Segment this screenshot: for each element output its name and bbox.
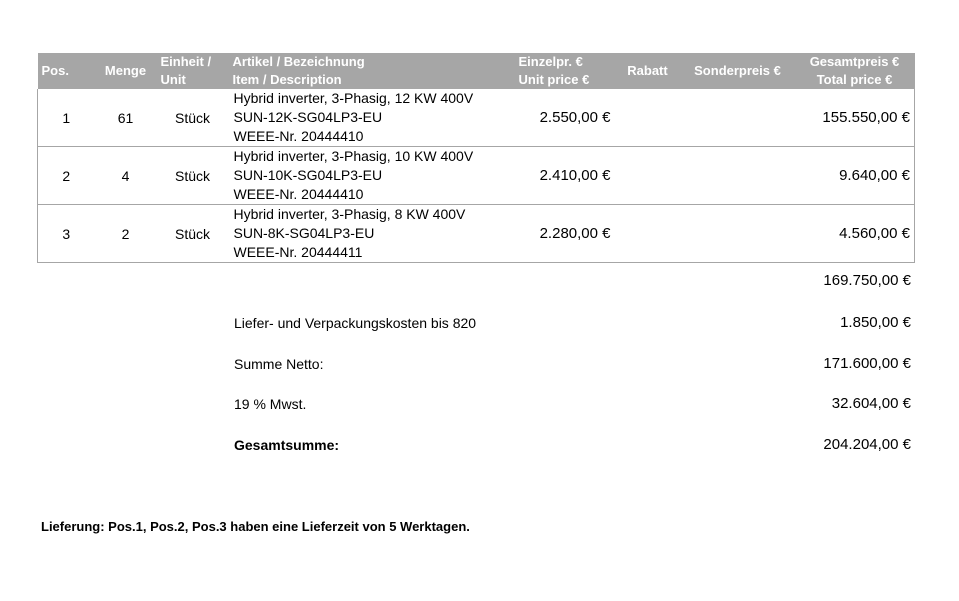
cell-sonderpreis — [681, 205, 795, 263]
table-row — [38, 205, 915, 263]
header-gesamtpreis-de: Gesamtpreis € — [809, 54, 900, 69]
description-line: SUN-12K-SG04LP3-EU — [233, 109, 383, 125]
cell-menge: 4 — [95, 147, 157, 205]
net-total-value: 171.600,00 € — [823, 355, 911, 372]
header-einzelpreis-en: Unit price € — [518, 72, 590, 87]
description-line: SUN-8K-SG04LP3-EU — [233, 225, 375, 241]
cell-description — [229, 89, 515, 147]
vat-label: 19 % Mwst. — [234, 396, 307, 412]
header-einheit-de: Einheit / — [160, 54, 212, 69]
header-gesamtpreis — [795, 53, 915, 89]
cell-menge: 2 — [95, 205, 157, 263]
cell-sonderpreis — [681, 89, 795, 147]
cell-einheit: Stück — [157, 147, 229, 205]
header-einheit-en: Unit — [160, 72, 186, 87]
cell-einheit: Stück — [157, 205, 229, 263]
cell-rabatt — [615, 147, 681, 205]
cell-gesamtpreis: 155.550,00 € — [795, 89, 915, 147]
subtotal-value: 169.750,00 € — [823, 272, 911, 289]
cell-description — [229, 147, 515, 205]
header-sonderpreis: Sonderpreis € — [681, 53, 795, 89]
cell-einzelpreis: 2.410,00 € — [515, 147, 615, 205]
grand-total-label: Gesamtsumme: — [234, 437, 340, 453]
description-line: Hybrid inverter, 3-Phasig, 12 KW 400V — [233, 90, 474, 106]
cell-einzelpreis: 2.550,00 € — [515, 89, 615, 147]
vat-value: 32.604,00 € — [831, 395, 911, 412]
shipping-label: Liefer- und Verpackungskosten bis 820 — [234, 315, 477, 331]
cell-gesamtpreis: 4.560,00 € — [795, 205, 915, 263]
cell-description — [229, 205, 515, 263]
header-artikel-en: Item / Description — [232, 72, 342, 87]
header-artikel — [229, 53, 515, 89]
table-header-row — [38, 53, 915, 89]
cell-pos: 2 — [38, 147, 95, 205]
shipping-value: 1.850,00 € — [840, 314, 911, 331]
invoice-table — [37, 53, 915, 263]
header-einheit — [157, 53, 229, 89]
header-gesamtpreis-en: Total price € — [816, 72, 893, 87]
description-line: WEEE-Nr. 20444410 — [233, 128, 364, 144]
cell-einzelpreis: 2.280,00 € — [515, 205, 615, 263]
table-row — [38, 89, 915, 147]
cell-rabatt — [615, 89, 681, 147]
description-line: SUN-10K-SG04LP3-EU — [233, 167, 383, 183]
description-line: WEEE-Nr. 20444411 — [233, 244, 363, 260]
cell-rabatt — [615, 205, 681, 263]
header-einzelpreis-de: Einzelpr. € — [518, 54, 583, 69]
cell-pos: 1 — [38, 89, 95, 147]
cell-pos: 3 — [38, 205, 95, 263]
description-line: Hybrid inverter, 3-Phasig, 8 KW 400V — [233, 206, 466, 222]
table-row — [38, 147, 915, 205]
cell-gesamtpreis: 9.640,00 € — [795, 147, 915, 205]
cell-menge: 61 — [95, 89, 157, 147]
grand-total-value: 204.204,00 € — [823, 436, 911, 453]
header-artikel-de: Artikel / Bezeichnung — [232, 54, 365, 69]
delivery-note: Lieferung: Pos.1, Pos.2, Pos.3 haben eine Lieferzeit von 5 Werktagen. — [41, 519, 470, 534]
net-total-label: Summe Netto: — [234, 356, 324, 372]
cell-sonderpreis — [681, 147, 795, 205]
header-rabatt: Rabatt — [615, 53, 681, 89]
header-menge: Menge — [95, 53, 157, 89]
cell-einheit: Stück — [157, 89, 229, 147]
description-line: Hybrid inverter, 3-Phasig, 10 KW 400V — [233, 148, 474, 164]
header-pos: Pos. — [38, 53, 95, 89]
header-einzelpreis — [515, 53, 615, 89]
description-line: WEEE-Nr. 20444410 — [233, 186, 364, 202]
